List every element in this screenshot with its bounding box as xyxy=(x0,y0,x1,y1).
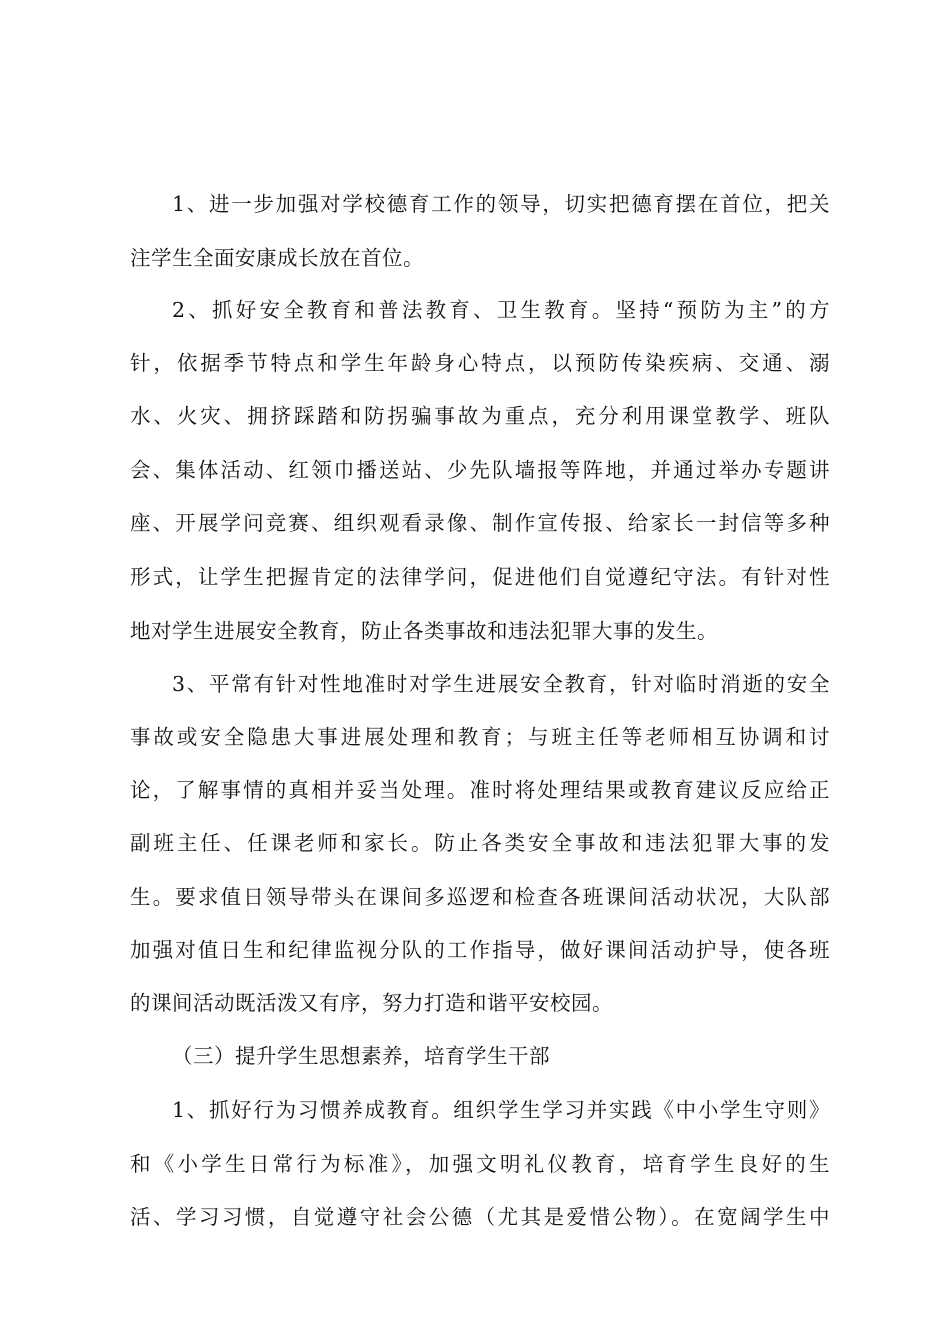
paragraph-2-line-7: 地对学生进展安全教育，防止各类事故和违法犯罪大事的发生。 xyxy=(130,619,718,643)
section-heading: （三）提升学生思想素养，培育学生干部 xyxy=(172,1044,550,1068)
paragraph-4-line-3: 活、学习习惯，自觉遵守社会公德（尤其是爱惜公物）。在宽阔学生中 xyxy=(130,1205,830,1229)
paragraph-2-line-5: 座、开展学问竞赛、组织观看录像、制作宣传报、给家长一封信等多种 xyxy=(130,511,830,535)
paragraph-3-line-7: 的课间活动既活泼又有序，努力打造和谐平安校园。 xyxy=(130,991,613,1015)
paragraph-3-line-2: 事故或安全隐患大事进展处理和教育；与班主任等老师相互协调和讨 xyxy=(130,725,830,749)
paragraph-4-line-2: 和《小学生日常行为标准》，加强文明礼仪教育，培育学生良好的生 xyxy=(130,1152,830,1176)
paragraph-3-line-1: 3、平常有针对性地准时对学生进展安全教育，针对临时消逝的安全 xyxy=(172,672,830,696)
paragraph-2-line-2: 针，依据季节特点和学生年龄身心特点，以预防传染疾病、交通、溺 xyxy=(130,351,830,375)
paragraph-2-line-6: 形式，让学生把握肯定的法律学问，促进他们自觉遵纪守法。有针对性 xyxy=(130,565,830,589)
paragraph-4-line-1: 1、抓好行为习惯养成教育。组织学生学习并实践《中小学生守则》 xyxy=(172,1098,830,1122)
paragraph-2-line-3: 水、火灾、拥挤踩踏和防拐骗事故为重点，充分利用课堂教学、班队 xyxy=(130,404,830,428)
paragraph-3-line-3: 论，了解事情的真相并妥当处理。准时将处理结果或教育建议反应给正 xyxy=(130,778,830,802)
paragraph-1-line-2: 注学生全面安康成长放在首位。 xyxy=(130,246,424,270)
paragraph-1-line-1: 1、进一步加强对学校德育工作的领导，切实把德育摆在首位，把关 xyxy=(172,192,830,216)
paragraph-3-line-5: 生。要求值日领导带头在课间多巡逻和检查各班课间活动状况，大队部 xyxy=(130,885,830,909)
paragraph-2-line-1: 2、抓好安全教育和普法教育、卫生教育。坚持“预防为主”的方 xyxy=(172,298,830,322)
paragraph-2-line-4: 会、集体活动、红领巾播送站、少先队墙报等阵地，并通过举办专题讲 xyxy=(130,458,830,482)
paragraph-3-line-4: 副班主任、任课老师和家长。防止各类安全事故和违法犯罪大事的发 xyxy=(130,831,830,855)
paragraph-3-line-6: 加强对值日生和纪律监视分队的工作指导，做好课间活动护导，使各班 xyxy=(130,938,830,962)
